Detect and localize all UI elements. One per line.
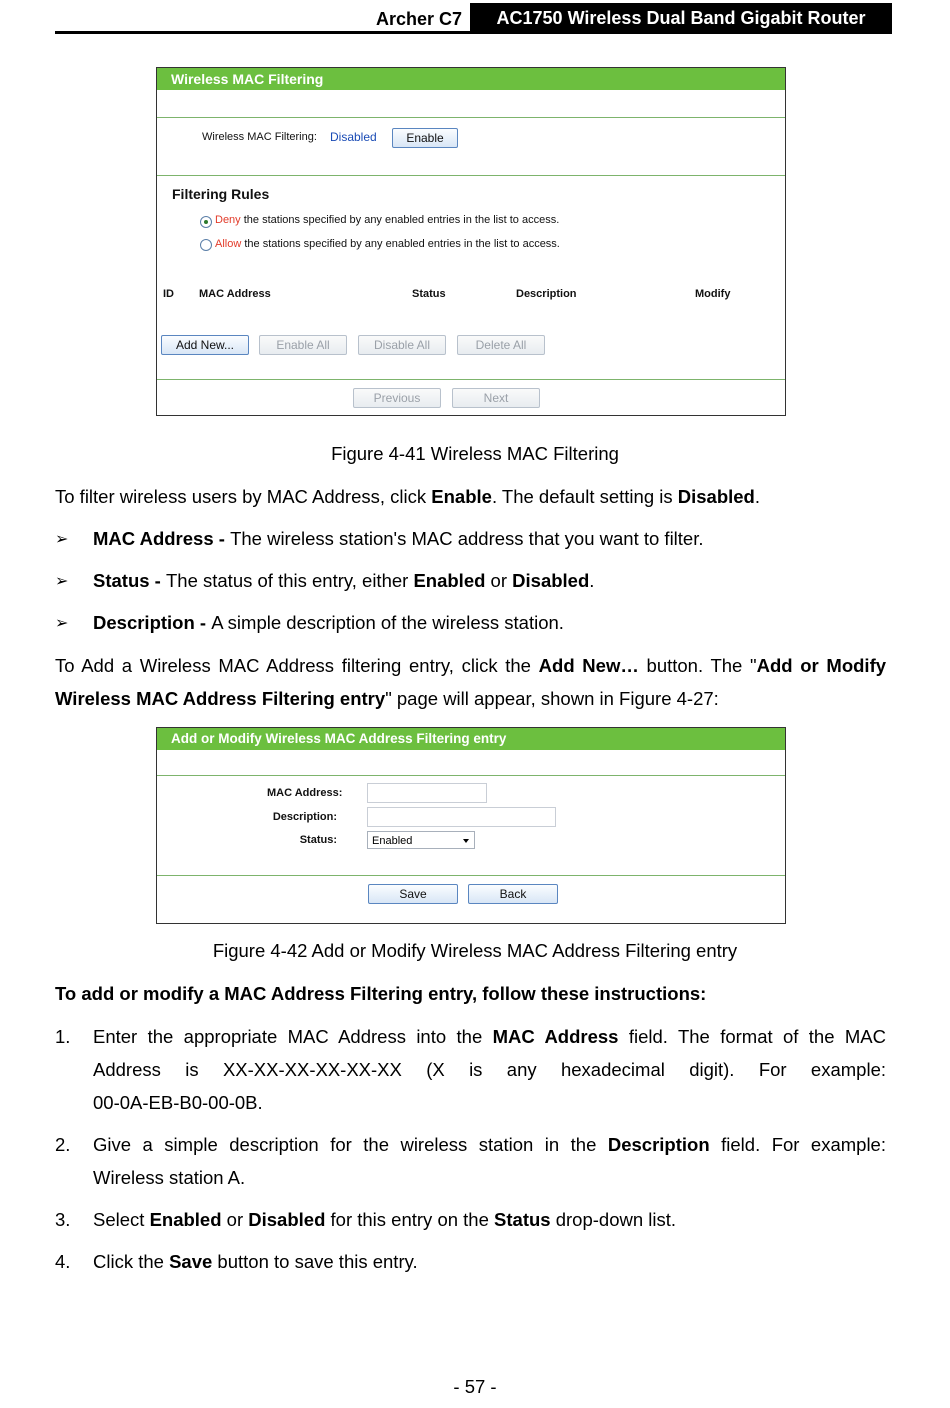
divider <box>157 379 785 380</box>
step-number: 2. <box>55 1134 71 1155</box>
enable-all-button[interactable]: Enable All <box>259 335 347 355</box>
bullet-arrow-icon: ➢ <box>55 615 69 632</box>
list-item: Status - The status of this entry, either Enabled or Disabled. <box>93 570 595 591</box>
bullet-arrow-icon: ➢ <box>55 531 69 548</box>
paragraph: To filter wireless users by MAC Address, click Enable. The default setting is Disabled. <box>55 486 760 507</box>
divider <box>157 875 785 876</box>
status-select[interactable] <box>367 831 475 849</box>
divider <box>157 175 785 176</box>
enable-button[interactable]: Enable <box>392 128 458 148</box>
panel-title: Wireless MAC Filtering <box>157 68 785 90</box>
divider <box>157 775 785 776</box>
status-label: Status: <box>299 834 337 846</box>
panel-title: Add or Modify Wireless MAC Address Filtering entry <box>157 728 785 750</box>
add-modify-panel <box>156 727 786 924</box>
column-id: ID <box>163 288 174 300</box>
deny-radio[interactable] <box>200 216 212 228</box>
header-model: Archer C7 <box>375 9 462 29</box>
previous-button[interactable]: Previous <box>353 388 441 408</box>
mac-address-label: MAC Address: <box>267 787 343 799</box>
column-modify: Modify <box>695 288 731 300</box>
figure-caption: Figure 4-42 Add or Modify Wireless MAC Address Filtering entry <box>212 940 738 961</box>
step-text: Wireless station A. <box>93 1167 246 1188</box>
filter-status: Disabled <box>330 130 377 144</box>
bullet-arrow-icon: ➢ <box>55 573 69 590</box>
instructions-heading: To add or modify a MAC Address Filtering entry, follow these instructions: <box>55 983 707 1004</box>
deny-rule-text: Deny the stations specified by any enabled entries in the list to access. <box>215 214 560 226</box>
list-item: MAC Address - The wireless station's MAC address that you want to filter. <box>93 528 704 549</box>
page-header <box>55 3 892 34</box>
back-button[interactable]: Back <box>468 884 558 904</box>
status-select-value: Enabled <box>372 835 413 847</box>
filtering-rules-heading: Filtering Rules <box>172 186 270 202</box>
next-button[interactable]: Next <box>452 388 540 408</box>
mac-address-input[interactable] <box>367 783 487 803</box>
step-number: 4. <box>55 1251 71 1272</box>
header-rule <box>55 31 892 34</box>
step-text: Give a simple description for the wireless station in the Description field. For example: <box>93 1134 886 1155</box>
column-status: Status <box>412 288 446 300</box>
step-text: Address is XX-XX-XX-XX-XX-XX (X is any hexadecimal digit). For example: <box>93 1059 886 1080</box>
step-text: 00-0A-EB-B0-00-0B. <box>93 1092 263 1113</box>
filter-label: Wireless MAC Filtering: <box>202 131 317 143</box>
page-number: - 57 - <box>453 1376 497 1397</box>
mac-filtering-panel <box>156 67 786 416</box>
column-description: Description <box>516 288 577 300</box>
step-text: Select Enabled or Disabled for this entry on the Status drop-down list. <box>93 1209 677 1230</box>
step-number: 1. <box>55 1026 71 1047</box>
allow-radio[interactable] <box>200 239 212 251</box>
figure-caption: Figure 4-41 Wireless MAC Filtering <box>331 443 619 464</box>
list-item: Description - A simple description of the wireless station. <box>93 612 564 633</box>
delete-all-button[interactable]: Delete All <box>457 335 545 355</box>
chevron-down-icon <box>463 839 469 843</box>
save-button[interactable]: Save <box>368 884 458 904</box>
paragraph: Wireless MAC Address Filtering entry" page will appear, shown in Figure 4-27: <box>55 688 719 709</box>
allow-rule-text: Allow the stations specified by any enabled entries in the list to access. <box>215 238 560 250</box>
paragraph: To Add a Wireless MAC Address filtering entry, click the Add New… button. The "Add or Modify <box>55 655 887 676</box>
header-product: AC1750 Wireless Dual Band Gigabit Router <box>470 3 892 32</box>
description-input[interactable] <box>367 807 556 827</box>
disable-all-button[interactable]: Disable All <box>358 335 446 355</box>
add-new-button[interactable]: Add New... <box>161 335 249 355</box>
description-label: Description: <box>272 811 337 823</box>
step-text: Click the Save button to save this entry. <box>93 1251 418 1272</box>
step-number: 3. <box>55 1209 71 1230</box>
step-text: Enter the appropriate MAC Address into the MAC Address field. The format of the MAC <box>93 1026 886 1047</box>
column-mac-address: MAC Address <box>199 288 271 300</box>
divider <box>157 117 785 118</box>
